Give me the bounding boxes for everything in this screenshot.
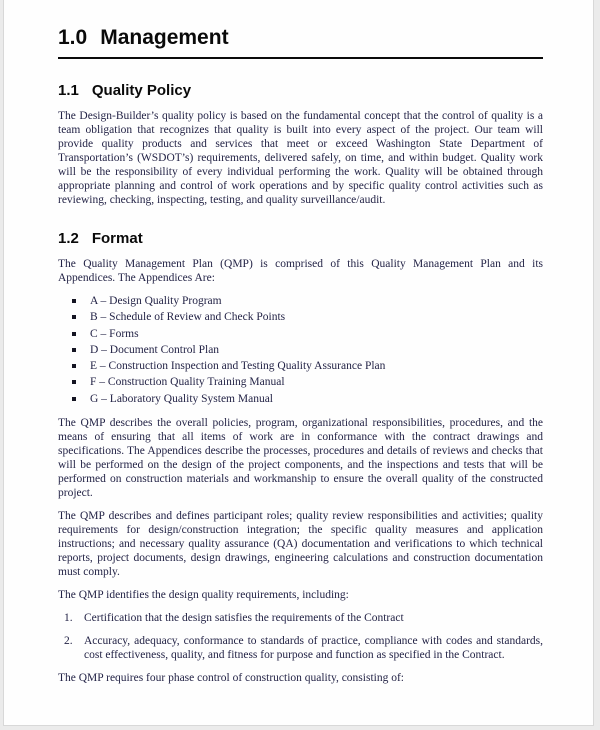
heading-number: 1.2 — [58, 230, 79, 247]
list-item-label: E – Construction Inspection and Testing Quality Assurance Plan — [90, 360, 386, 373]
bullet-square-icon — [72, 364, 76, 368]
heading-title: Format — [91, 230, 143, 247]
numbered-item — [58, 611, 543, 625]
bullet-square-icon — [72, 397, 76, 401]
list-item-label: B – Schedule of Review and Check Points — [90, 311, 286, 324]
list-item — [70, 293, 543, 309]
heading-number: 1.0 — [58, 26, 88, 49]
list-item-label: F – Construction Quality Training Manual — [90, 376, 285, 389]
list-item-label: A – Design Quality Program — [90, 295, 222, 307]
list-item — [70, 374, 543, 390]
list-item-label: C – Forms — [90, 327, 139, 340]
bullet-square-icon — [72, 315, 76, 319]
heading-1-1-quality-policy — [58, 82, 543, 100]
list-item — [70, 342, 543, 358]
paragraph-qmp-defines: The QMP describes and defines participant roles; quality review responsibilities and activities; quality requirements for design/construction integration; the specific quality measures and application instructions; and necessary quality assurance (QA) documentation and verifications to which technical reports, project documents, design drawings, engineering calculations and construction documentation must comply. — [58, 510, 543, 579]
bullet-square-icon — [72, 332, 76, 336]
list-item — [70, 391, 543, 407]
numbered-item — [58, 634, 543, 662]
bullet-square-icon — [72, 299, 76, 303]
bullet-square-icon — [72, 348, 76, 352]
list-item — [70, 309, 543, 325]
heading-1-0-management — [58, 26, 543, 59]
design-quality-requirements-list — [58, 611, 543, 662]
list-item-label: D – Document Control Plan — [90, 343, 220, 356]
bullet-square-icon — [72, 380, 76, 384]
list-number: 2. — [64, 635, 73, 648]
numbered-item-text: Certification that the design satisfies the requirements of the Contract — [84, 612, 404, 625]
paragraph-quality-policy: The Design-Builder’s quality policy is based on the fundamental concept that the control of quality is a team obligation that recognizes that quality is built into every aspect of the project. Our team will provide quality products and services that meet or exceed Washington State Department of Transportation’s (WSDOT’s) requirements, delivered safely, on time, and within budget. Quality work will be the responsibility of every individual performing the work. Quality will be obtained through appropriate planning and control of work operations and by specific quality control activities such as reviewing, checking, inspecting, testing, and quality surveillance/audit. — [58, 110, 543, 206]
heading-1-2-format — [58, 230, 543, 248]
heading-title: Quality Policy — [91, 82, 192, 99]
heading-number: 1.1 — [58, 82, 79, 99]
appendices-list — [58, 293, 543, 407]
document-content — [4, 0, 593, 685]
paragraph-four-phase: The QMP requires four phase control of construction quality, consisting of: — [58, 672, 404, 685]
paragraph-qmp-identifies: The QMP identifies the design quality requirements, including: — [58, 589, 349, 602]
paragraph-format-intro: The Quality Management Plan (QMP) is comprised of this Quality Management Plan and its Appendices. The Appendices Are: — [58, 258, 543, 284]
heading-title: Management — [100, 26, 229, 49]
document-page — [3, 0, 594, 726]
list-item-label: G – Laboratory Quality System Manual — [90, 392, 274, 405]
numbered-item-text: Accuracy, adequacy, conformance to standards of practice, compliance with codes and standards, cost effectiveness, quality, and fitness for purpose and function as specified in the Contract. — [84, 635, 543, 662]
list-item — [70, 326, 543, 342]
list-item — [70, 358, 543, 374]
list-number: 1. — [64, 612, 73, 625]
paragraph-qmp-describes: The QMP describes the overall policies, program, organizational responsibilities, procedures, and the means of ensuring that all items of work are in conformance with the contract drawings and specifications. The Appendices describe the processes, procedures and details of reviews and checks that will be performed on the design of the project components, and the inspections and tests that will be performed on construction materials and workmanship to ensure the overall quality of the constructed project. — [58, 417, 543, 500]
